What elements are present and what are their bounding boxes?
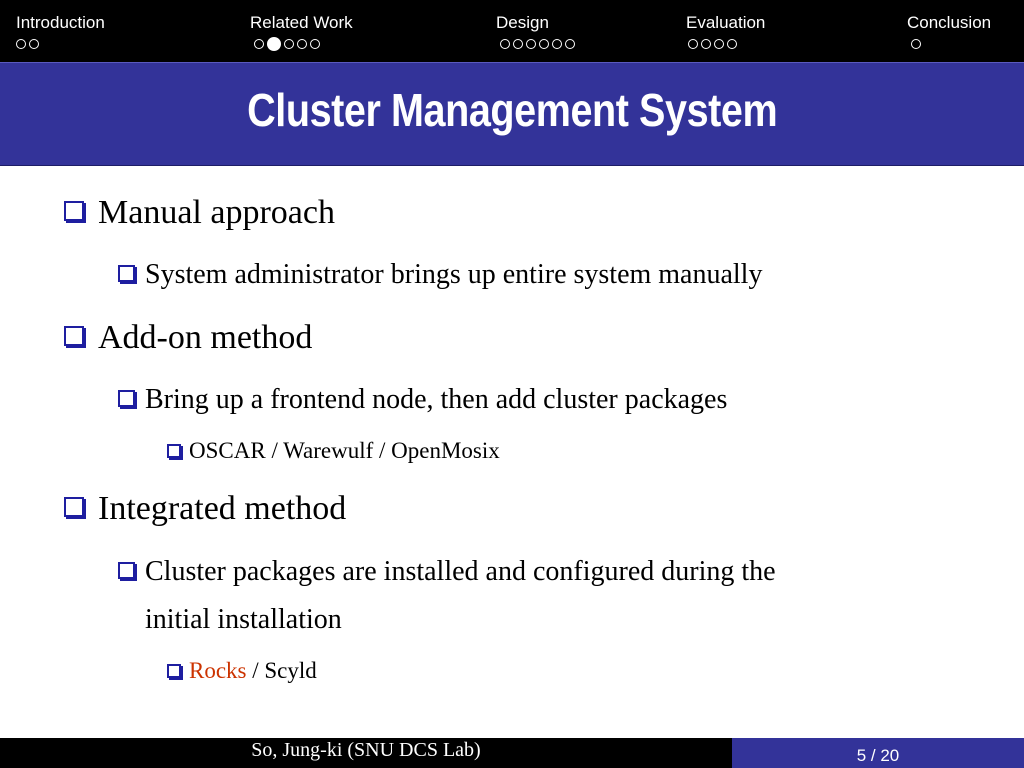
page-number-text: 5 / 20 [856,746,900,765]
rocks-highlight: Rocks [189,658,247,683]
nav-section-evaluation[interactable] [686,12,765,51]
subsubbullet-rocks-scyld [167,658,317,684]
nav-dots [688,37,765,51]
nav-label[interactable]: Conclusion [907,13,992,32]
bullet-manual-approach [64,194,335,232]
checkbox-bullet-icon [118,390,135,407]
checkbox-bullet-icon [64,326,84,346]
slide-dot[interactable] [539,39,549,49]
checkbox-bullet-icon [118,265,135,282]
slide-dot[interactable] [526,39,536,49]
nav-dots [911,37,991,51]
subbullet-system-administrator [118,259,762,291]
checkbox-bullet-icon [167,664,181,678]
subbullet-cluster-packages [118,556,776,588]
slide-dot[interactable] [29,39,39,49]
bullet-text: System administrator brings up entire system manually [145,259,763,290]
nav-label[interactable]: Evaluation [686,13,766,32]
bullet-text: / Scyld [246,658,317,683]
nav-label[interactable]: Introduction [16,13,105,32]
nav-section-introduction[interactable] [16,12,105,51]
checkbox-bullet-icon [64,201,84,221]
footer-author [0,738,732,768]
footer-page-number [732,738,1024,768]
nav-section-conclusion[interactable] [907,12,991,51]
current-slide-dot[interactable] [267,37,281,51]
bullet-integrated-method [64,490,346,528]
bullet-add-on-method [64,319,312,357]
slide-dot[interactable] [16,39,26,49]
subbullet-frontend-node [118,384,727,416]
nav-label[interactable]: Related Work [250,13,353,32]
slide-dot[interactable] [911,39,921,49]
slide-dot[interactable] [701,39,711,49]
section-navigation-bar [0,0,1024,62]
title-band [0,62,1024,166]
checkbox-bullet-icon [64,497,84,517]
subbullet-cluster-packages-continuation: initial installation [145,604,342,635]
slide-dot[interactable] [688,39,698,49]
bullet-text: Add-on method [98,319,313,356]
slide-dot[interactable] [714,39,724,49]
bullet-text: OSCAR / Warewulf / OpenMosix [189,438,500,463]
bullet-text: Integrated method [98,490,347,527]
nav-dots [254,37,353,51]
slide-dot[interactable] [284,39,294,49]
nav-section-related-work[interactable] [250,12,353,51]
subsubbullet-oscar [167,438,500,464]
checkbox-bullet-icon [118,562,135,579]
nav-dots [16,37,105,51]
slide-dot[interactable] [552,39,562,49]
nav-dots [500,37,575,51]
slide-dot[interactable] [727,39,737,49]
bullet-text: Bring up a frontend node, then add cluster packages [145,384,728,415]
slide-dot[interactable] [310,39,320,49]
slide-dot[interactable] [565,39,575,49]
bullet-text: Manual approach [98,194,335,231]
slide-title: Cluster Management System [246,84,778,136]
slide-dot[interactable] [500,39,510,49]
slide-dot[interactable] [297,39,307,49]
nav-section-design[interactable] [496,12,575,51]
slide-dot[interactable] [254,39,264,49]
slide-dot[interactable] [513,39,523,49]
bullet-text: Cluster packages are installed and configured during the [145,556,776,587]
nav-label[interactable]: Design [496,13,549,32]
checkbox-bullet-icon [167,444,181,458]
author-text: So, Jung-ki (SNU DCS Lab) [251,738,481,761]
